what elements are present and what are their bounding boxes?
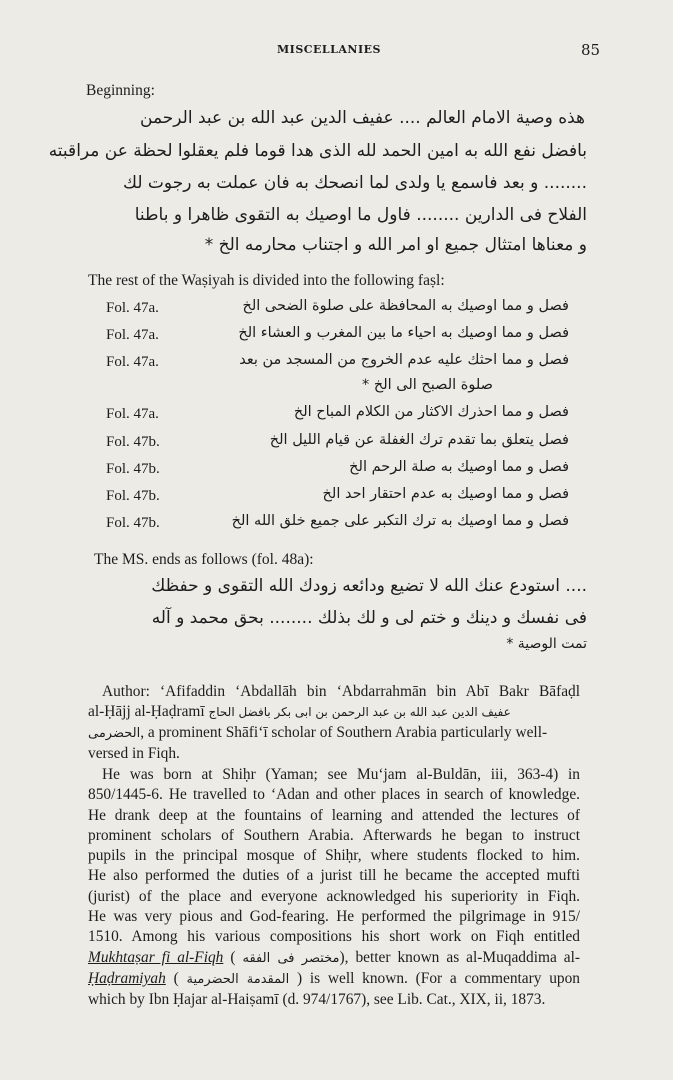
fasl-folio: Fol. 47a. <box>106 406 159 422</box>
fasl-arabic-continuation: صلوة الصبح الى الخ * <box>362 377 493 393</box>
bio-line: 1510. Among his various compositions his short work on Fiqh entitled <box>88 928 580 946</box>
author-line-1: Author: ‘Afifaddin ‘Abdallāh bin ‘Abdarrahmān bin Abī Bakr Bāfaḍl <box>102 683 580 700</box>
author-arabic-nisba: الحضرمى <box>88 725 141 741</box>
work-title: Mukhtaṣar fi al-Fiqh <box>88 948 224 966</box>
bio-line: 850/1445-6. He travelled to ‘Adan and other places in search of knowledge. <box>88 786 580 804</box>
ending-line-1: .... استودع عنك الله لا تضيع ودائعه زودك الله التقوى و حفظك <box>151 576 587 596</box>
running-title: MISCELLANIES <box>277 43 381 56</box>
fasl-folio: Fol. 47b. <box>106 488 160 504</box>
author-paragraph <box>88 682 580 764</box>
bio-line: (jurist) of the place and everyone acknowledged his superiority in Fiqh. <box>88 887 580 905</box>
ending-line-3: تمت الوصية * <box>506 636 587 652</box>
bio-line: pupils in the principal mosque of Shiḥr, where students flocked to him. <box>88 847 580 865</box>
biography-paragraph <box>88 765 580 1011</box>
fasl-folio: Fol. 47b. <box>106 434 160 450</box>
author-arabic-name: عفيف الدين عبد الله بن عبد الرحمن بن ابى بكر بافضل الحاج <box>208 705 511 720</box>
fasl-arabic: فصل و مما احثك عليه عدم الخروج من المسجد من بعد <box>239 352 569 368</box>
fasl-folio: Fol. 47a. <box>106 327 159 343</box>
author-line-4: versed in Fiqh. <box>88 744 180 762</box>
fasl-arabic: فصل و مما اوصيك به احياء ما بين المغرب و العشاء الخ <box>238 325 569 341</box>
fasl-arabic: فصل و مما اوصيك به عدم احتقار احد الخ <box>322 486 569 502</box>
beginning-line-3: ........ و بعد فاسمع يا ولدى لما انصحك به فان عملت به رجوت لك <box>123 173 587 193</box>
author-line-2: al-Ḥājj al-Ḥaḍramī عفيف الدين عبد الله بن عبد الرحمن بن ابى بكر بافضل الحاج <box>88 703 511 721</box>
bio-line: prominent scholars of Southern Arabia. Afterwards he began to instruct <box>88 826 580 844</box>
fasl-arabic: فصل و مما اوصيك به صلة الرحم الخ <box>349 459 569 475</box>
work-alt-title: Ḥaḍramiyah <box>88 969 166 987</box>
page-number: 85 <box>581 41 601 59</box>
fasl-arabic: فصل و مما اوصيك به المحافظة على صلوة الضحى الخ <box>242 298 569 314</box>
ends-intro: The MS. ends as follows (fol. 48a): <box>94 551 314 568</box>
fasl-intro: The rest of the Waṣiyah is divided into the following faṣl: <box>88 272 445 289</box>
bio-line: He also performed the duties of a jurist till he became the accepted mufti <box>88 867 580 885</box>
fasl-folio: Fol. 47a. <box>106 300 159 316</box>
ending-line-2: فى نفسك و دينك و ختم لى و لك بذلك ........ بحق محمد و آله <box>151 608 587 628</box>
bio-line: He was very pious and God-fearing. He performed the pilgrimage in 915/ <box>88 908 580 926</box>
fasl-folio: Fol. 47b. <box>106 515 160 531</box>
beginning-line-5: و معناها امتثال جميع او امر الله و اجتناب محارمه الخ * <box>204 235 587 255</box>
fasl-arabic: فصل و مما اوصيك به ترك التكبر على جميع خلق الله الخ <box>231 513 569 529</box>
beginning-label: Beginning: <box>86 82 155 99</box>
bio-line: He drank deep at the fountains of learning and attended the lectures of <box>88 806 580 824</box>
bio-line: Ḥaḍramiyah ( المقدمة الحضرمية ) is well known. (For a commentary upon <box>88 969 580 987</box>
beginning-line-2: بافضل نفع الله به امين الحمد لله الذى هدا قوما فلم يعقلوا لحظة عن مراقبته <box>48 141 587 161</box>
page-header <box>0 43 673 63</box>
work-alt-title-arabic: المقدمة الحضرمية <box>186 971 290 987</box>
bio-line: which by Ibn Ḥajar al-Haiṣamī (d. 974/1767), see Lib. Cat., XIX, ii, 1873. <box>88 991 546 1009</box>
bio-line: He was born at Shiḥr (Yaman; see Mu‘jam al-Buldān, iii, 363-4) in <box>102 766 580 783</box>
author-line-3: الحضرمى, a prominent Shāfi‘ī scholar of Southern Arabia particularly well- <box>88 723 548 741</box>
bio-line: Mukhtaṣar fi al-Fiqh ( مختصر فى الفقه), better known as al-Muqaddima al- <box>88 948 580 966</box>
fasl-folio: Fol. 47a. <box>106 354 159 370</box>
fasl-arabic: فصل و مما احذرك الاكثار من الكلام المباح الخ <box>293 404 569 420</box>
beginning-line-4: الفلاح فى الدارين ........ فاول ما اوصيك به التقوى ظاهرا و باطنا <box>134 205 587 225</box>
fasl-folio: Fol. 47b. <box>106 461 160 477</box>
work-title-arabic: مختصر فى الفقه <box>242 950 340 966</box>
fasl-arabic: فصل يتعلق بما تقدم ترك الغفلة عن قيام الليل الخ <box>269 432 569 448</box>
beginning-line-1: هذه وصية الامام العالم .... عفيف الدين عبد الله بن عبد الرحمن <box>140 108 585 128</box>
